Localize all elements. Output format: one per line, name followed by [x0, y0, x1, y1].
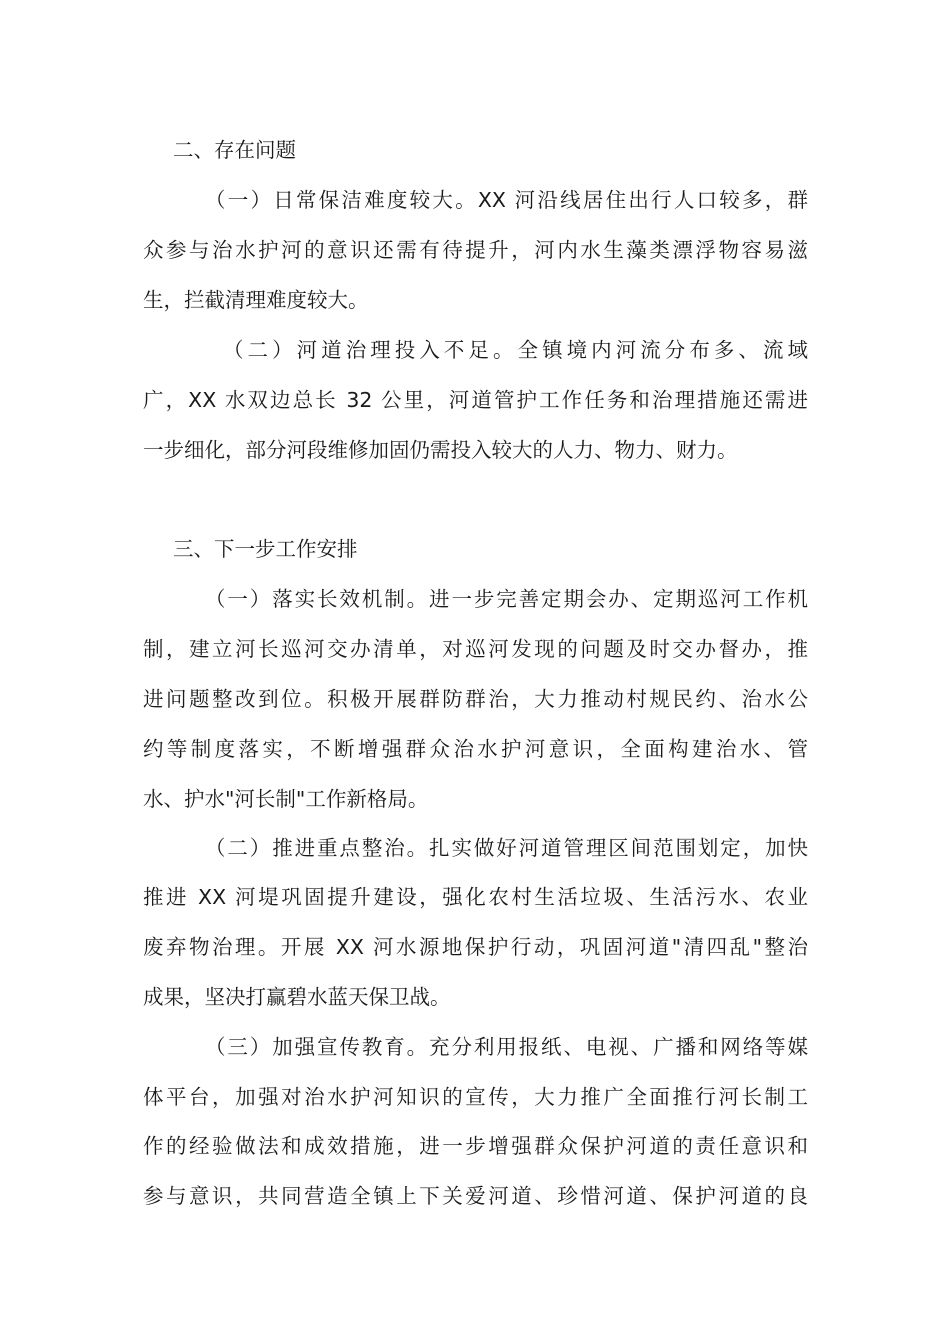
paragraph-line: 众参与治水护河的意识还需有待提升，河内水生藻类漂浮物容易滋 [143, 238, 808, 262]
paragraph-line: 水、护水"河长制"工作新格局。 [143, 787, 429, 811]
paragraph-line: （三）加强宣传教育。充分利用报纸、电视、广播和网络等媒 [205, 1035, 808, 1059]
paragraph-line: 一步细化，部分河段维修加固仍需投入较大的人力、物力、财力。 [143, 438, 738, 462]
paragraph-line: 广，XX 水双边总长 32 公里，河道管护工作任务和治理措施还需进 [143, 388, 808, 412]
paragraph-line: （二）河道治理投入不足。全镇境内河流分布多、流域 [223, 338, 808, 362]
paragraph-line: 体平台，加强对治水护河知识的宣传，大力推广全面推行河长制工 [143, 1085, 808, 1109]
paragraph-line: 废弃物治理。开展 XX 河水源地保护行动，巩固河道"清四乱"整治 [143, 935, 808, 959]
paragraph-line: 进问题整改到位。积极开展群防群治，大力推动村规民约、治水公 [143, 687, 808, 711]
paragraph-line: 制，建立河长巡河交办清单，对巡河发现的问题及时交办督办，推 [143, 637, 808, 661]
paragraph-line: 参与意识，共同营造全镇上下关爱河道、珍惜河道、保护河道的良 [143, 1184, 808, 1208]
paragraph-line: （二）推进重点整治。扎实做好河道管理区间范围划定，加快 [205, 836, 808, 860]
section-heading-problems: 二、存在问题 [173, 138, 296, 162]
paragraph-line: 成果，坚决打赢碧水蓝天保卫战。 [143, 985, 451, 1009]
paragraph-line: 生，拦截清理难度较大。 [143, 288, 369, 312]
paragraph-line: 推进 XX 河堤巩固提升建设，强化农村生活垃圾、生活污水、农业 [143, 885, 808, 909]
section-heading-next-steps: 三、下一步工作安排 [173, 537, 358, 561]
paragraph-line: 约等制度落实，不断增强群众治水护河意识，全面构建治水、管 [143, 737, 808, 761]
paragraph-line: （一）落实长效机制。进一步完善定期会办、定期巡河工作机 [205, 587, 808, 611]
paragraph-line: 作的经验做法和成效措施，进一步增强群众保护河道的责任意识和 [143, 1134, 808, 1158]
paragraph-line: （一）日常保洁难度较大。XX 河沿线居住出行人口较多，群 [205, 188, 808, 212]
